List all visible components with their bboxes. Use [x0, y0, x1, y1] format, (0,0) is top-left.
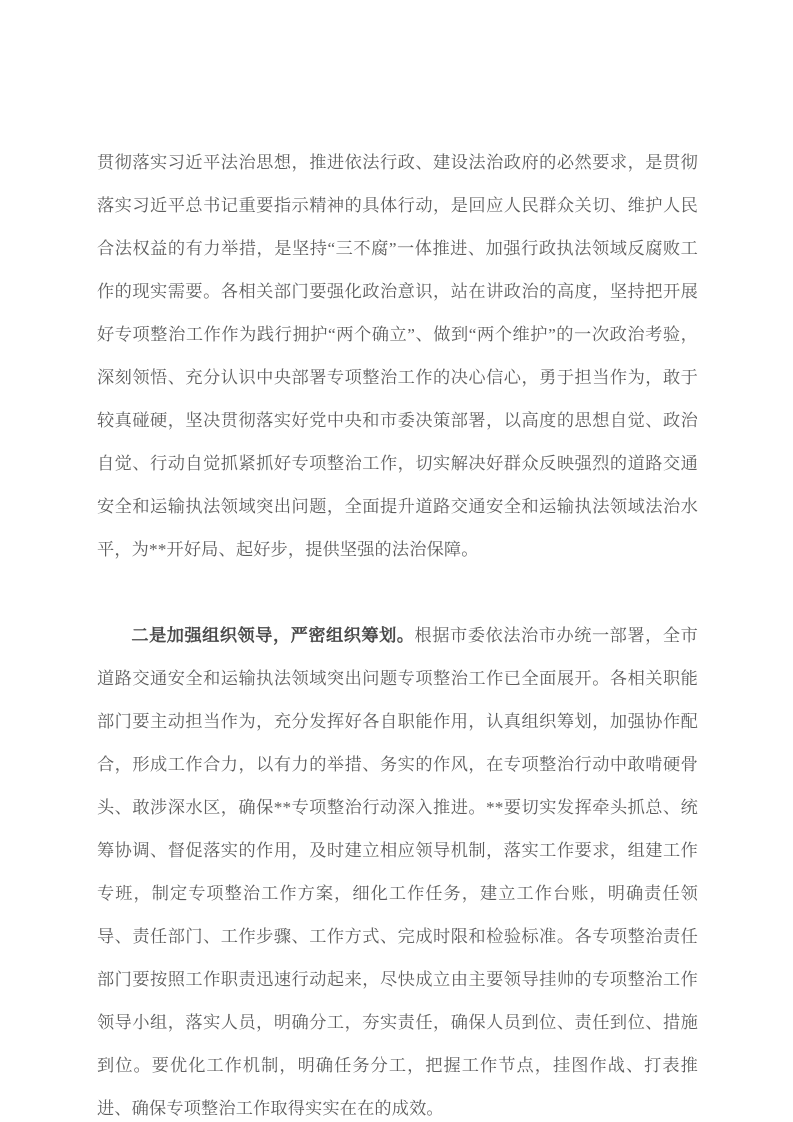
paragraph-section-two — [97, 614, 698, 1122]
section-two-heading: 二是加强组织领导，严密组织筹划。 — [131, 626, 415, 645]
section-two-body: 根据市委依法治市办统一部署，全市道路交通安全和运输执法领域突出问题专项整治工作已全面展开。各相关职能部门要主动担当作为，充分发挥好各自职能作用，认真组织筹划，加强协作配合，形成工作合力，以有力的举措、务实的作风，在专项整治行动中敢啃硬骨头、敢涉深水区，确保**专项整治行动深入推进。**要切实发挥牵头抓总、统筹协调、督促落实的作用，及时建立相应领导机制，落实工作要求，组建工作专班，制定专项整治工作方案，细化工作任务，建立工作台账，明确责任领导、责任部门、工作步骤、工作方式、完成时限和检验标准。各专项整治责任部门要按照工作职责迅速行动起来，尽快成立由主要领导挂帅的专项整治工作领导小组，落实人员，明确分工，夯实责任，确保人员到位、责任到位、措施到位。要优化工作机制，明确任务分工，把握工作节点，挂图作战、打表推进、确保专项整治工作取得实实在在的成效。 — [97, 626, 698, 1118]
paragraph-continuation: 贯彻落实习近平法治思想，推进依法行政、建设法治政府的必然要求，是贯彻落实习近平总书记重要指示精神的具体行动，是回应人民群众关切、维护人民合法权益的有力举措，是坚持“三不腐”一体推进、加强行政执法领域反腐败工作的现实需要。各相关部门要强化政治意识，站在讲政治的高度，坚持把开展好专项整治工作作为践行拥护“两个确立”、做到“两个维护”的一次政治考验，深刻领悟、充分认识中央部署专项整治工作的决心信心，勇于担当作为，敢于较真碰硬，坚决贯彻落实好党中央和市委决策部署，以高度的思想自觉、政治自觉、行动自觉抓紧抓好专项整治工作，切实解决好群众反映强烈的道路交通安全和运输执法领域突出问题，全面提升道路交通安全和运输执法领域法治水平，为**开好局、起好步，提供坚强的法治保障。 — [97, 153, 698, 559]
document-text-body — [97, 141, 698, 1122]
